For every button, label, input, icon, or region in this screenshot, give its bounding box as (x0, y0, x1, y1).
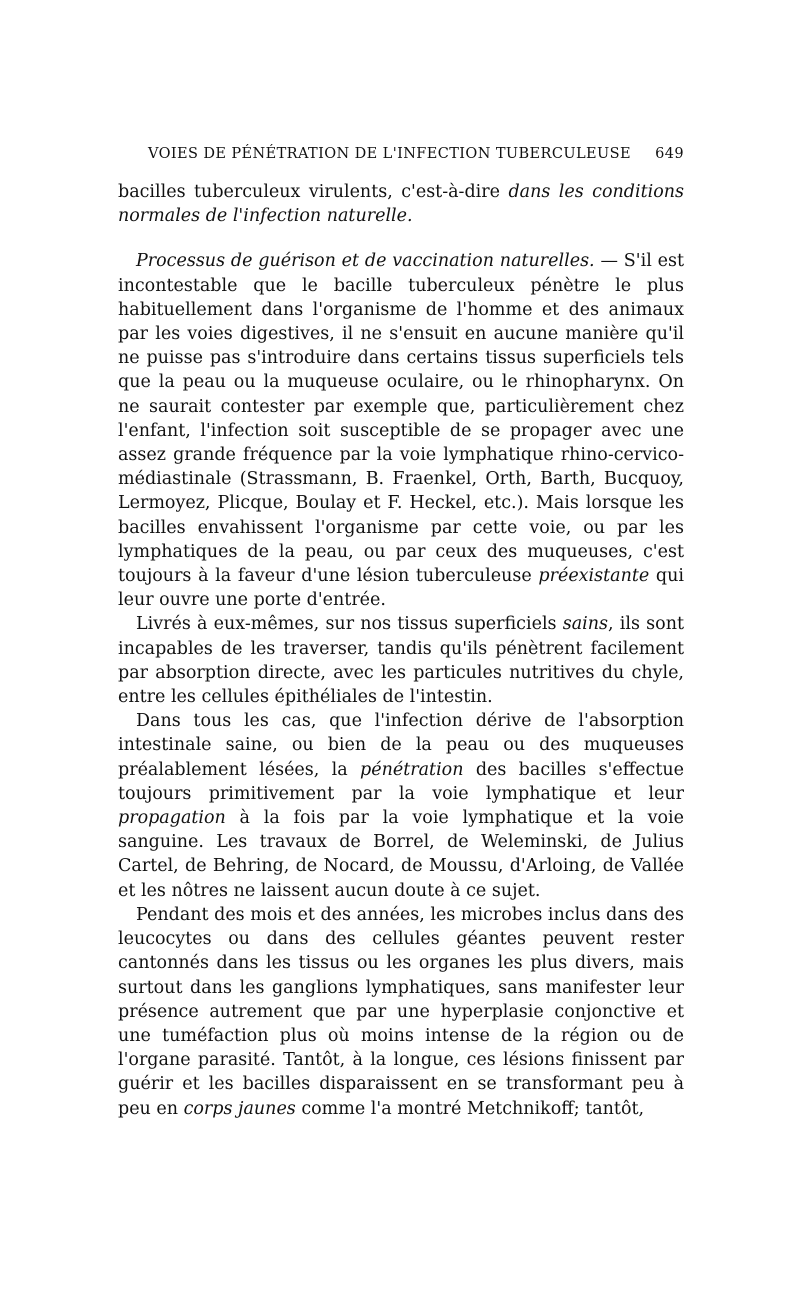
text-run: Dans tous les cas, que l'infection dérive de l'absorption intestinale saine, ou bien de la peau ou des muqueuses préalablement lésées, la (118, 711, 684, 780)
running-title: VOIES DE PÉNÉTRATION DE L'INFECTION TUBERCULEUSE (148, 146, 631, 162)
book-page (118, 146, 684, 1121)
text-run: à la fois par la voie lymphatique et la voie sanguine. Les travaux de Borrel, de Weleminski, de Julius Cartel, de Behring, de Nocard, de Moussu, d'Arloing, de Vallée et les nôtres ne laissent aucun doute à ce sujet. (118, 808, 684, 901)
italic-run: pénétration (360, 759, 464, 780)
body-text (118, 180, 684, 1121)
section-heading-inline: Processus de guérison et de vaccination naturelles. (136, 251, 595, 272)
paragraph-livres (118, 612, 684, 709)
paragraph-processus (118, 249, 684, 612)
page-number: 649 (655, 146, 684, 162)
text-run: comme l'a montré Metchnikoff; tantôt, (295, 1098, 645, 1119)
text-run: qui leur ouvre une porte d'entrée. (118, 566, 684, 611)
paragraph-pendant (118, 903, 684, 1121)
italic-run: corps jaunes (183, 1098, 296, 1119)
text-run: — S'il est incontestable que le bacille tuberculeux pénètre le plus habituellement dans l'organisme de l'homme et des animaux par les voies digestives, il ne s'ensuit en aucune manière qu'il ne puisse pas s'introduire dans certains tissus superficiels tels que la peau ou la muqueuse oculaire, ou le rhinopharynx. On ne saurait contester par exemple que, particulièrement chez l'enfant, l'infection soit susceptible de se propager avec une assez grande fréquence par la voie lymphatique rhino-cervico-médiastinale (Strassmann, B. Fraenkel, Orth, Barth, Bucquoy, Lermoyez, Plicque, Boulay et F. Heckel, etc.). Mais lorsque les bacilles envahissent l'organisme par cette voie, ou par les lymphatiques de la peau, ou par ceux des muqueuses, c'est toujours à la faveur d'une lésion tuberculeuse (118, 251, 684, 587)
running-header (148, 146, 684, 172)
text-run: Pendant des mois et des années, les microbes inclus dans des leucocytes ou dans des cellules géantes peuvent rester cantonnés dans les tissus ou les organes les plus divers, mais surtout dans les ganglions lymphatiques, sans manifester leur présence autrement que par une hyperplasie conjonctive et une tuméfaction plus où moins intense de la région ou de l'organe parasité. Tantôt, à la longue, ces lésions finissent par guérir et les bacilles disparaissent en se transformant peu à peu en (118, 904, 684, 1119)
text-run: Livrés à eux-mêmes, sur nos tissus superficiels (136, 614, 563, 635)
italic-run: dans les conditions normales de l'infection naturelle. (118, 182, 684, 227)
text-run: bacilles tuberculeux virulents, c'est-à-dire (118, 182, 509, 202)
text-run: des bacilles s'effectue toujours primitivement par la voie lymphatique et leur (118, 759, 684, 804)
paragraph-continuation (118, 180, 684, 228)
italic-run: préexistante (538, 566, 650, 587)
paragraph-dans-tous (118, 709, 684, 903)
italic-run: sains (562, 614, 609, 635)
text-run: , ils sont incapables de les traverser, tandis qu'ils pénètrent facilement par absorption directe, avec les particules nutritives du chyle, entre les cellules épithéliales de l'intestin. (118, 614, 685, 708)
italic-run: propagation (118, 808, 226, 829)
